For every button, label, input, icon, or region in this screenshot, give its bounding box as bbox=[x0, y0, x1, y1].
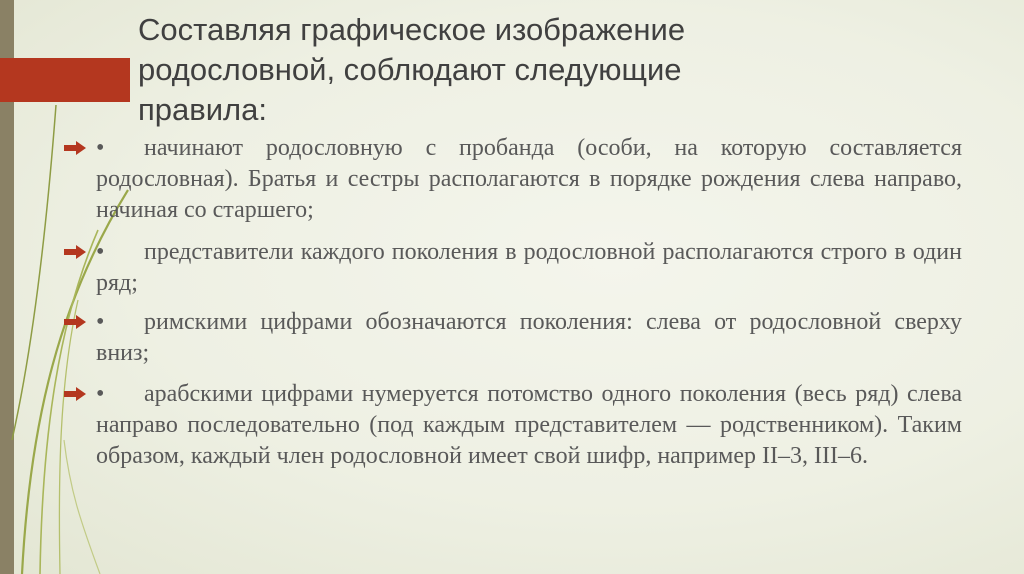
list-item bbox=[64, 307, 962, 369]
bullet-text: представители каждого поколения в родословной располагаются строго в один ряд; bbox=[96, 239, 962, 296]
bullet-dot: • bbox=[96, 309, 105, 335]
bullet-text: римскими цифрами обозначаются поколения: слева от родословной сверху вниз; bbox=[96, 309, 962, 366]
bullet-dot: • bbox=[96, 135, 105, 161]
arrow-bullet-icon bbox=[64, 141, 86, 155]
slide-title: Составляя графическое изображение родословной, соблюдают следующие правила: bbox=[138, 12, 686, 127]
arrow-bullet-icon bbox=[64, 245, 86, 259]
bullet-list bbox=[64, 133, 962, 483]
list-item bbox=[64, 237, 962, 299]
bullet-dot: • bbox=[96, 381, 105, 407]
arrow-bullet-icon bbox=[64, 315, 86, 329]
bullet-text: арабскими цифрами нумеруется потомство одного поколения (весь ряд) слева направо последовательно (под каждым представителем — родственником). Таким образом, каждый член родословной имеет свой шифр, например II–3, III–6. bbox=[96, 381, 962, 469]
list-item bbox=[64, 133, 962, 226]
arrow-bullet-icon bbox=[64, 387, 86, 401]
list-item bbox=[64, 379, 962, 472]
bullet-dot: • bbox=[96, 239, 105, 265]
bullet-text: начинают родословную с пробанда (особи, на которую составляется родословная). Братья и сестры располагаются в порядке рождения слева направо, начиная со старшего; bbox=[96, 135, 962, 223]
